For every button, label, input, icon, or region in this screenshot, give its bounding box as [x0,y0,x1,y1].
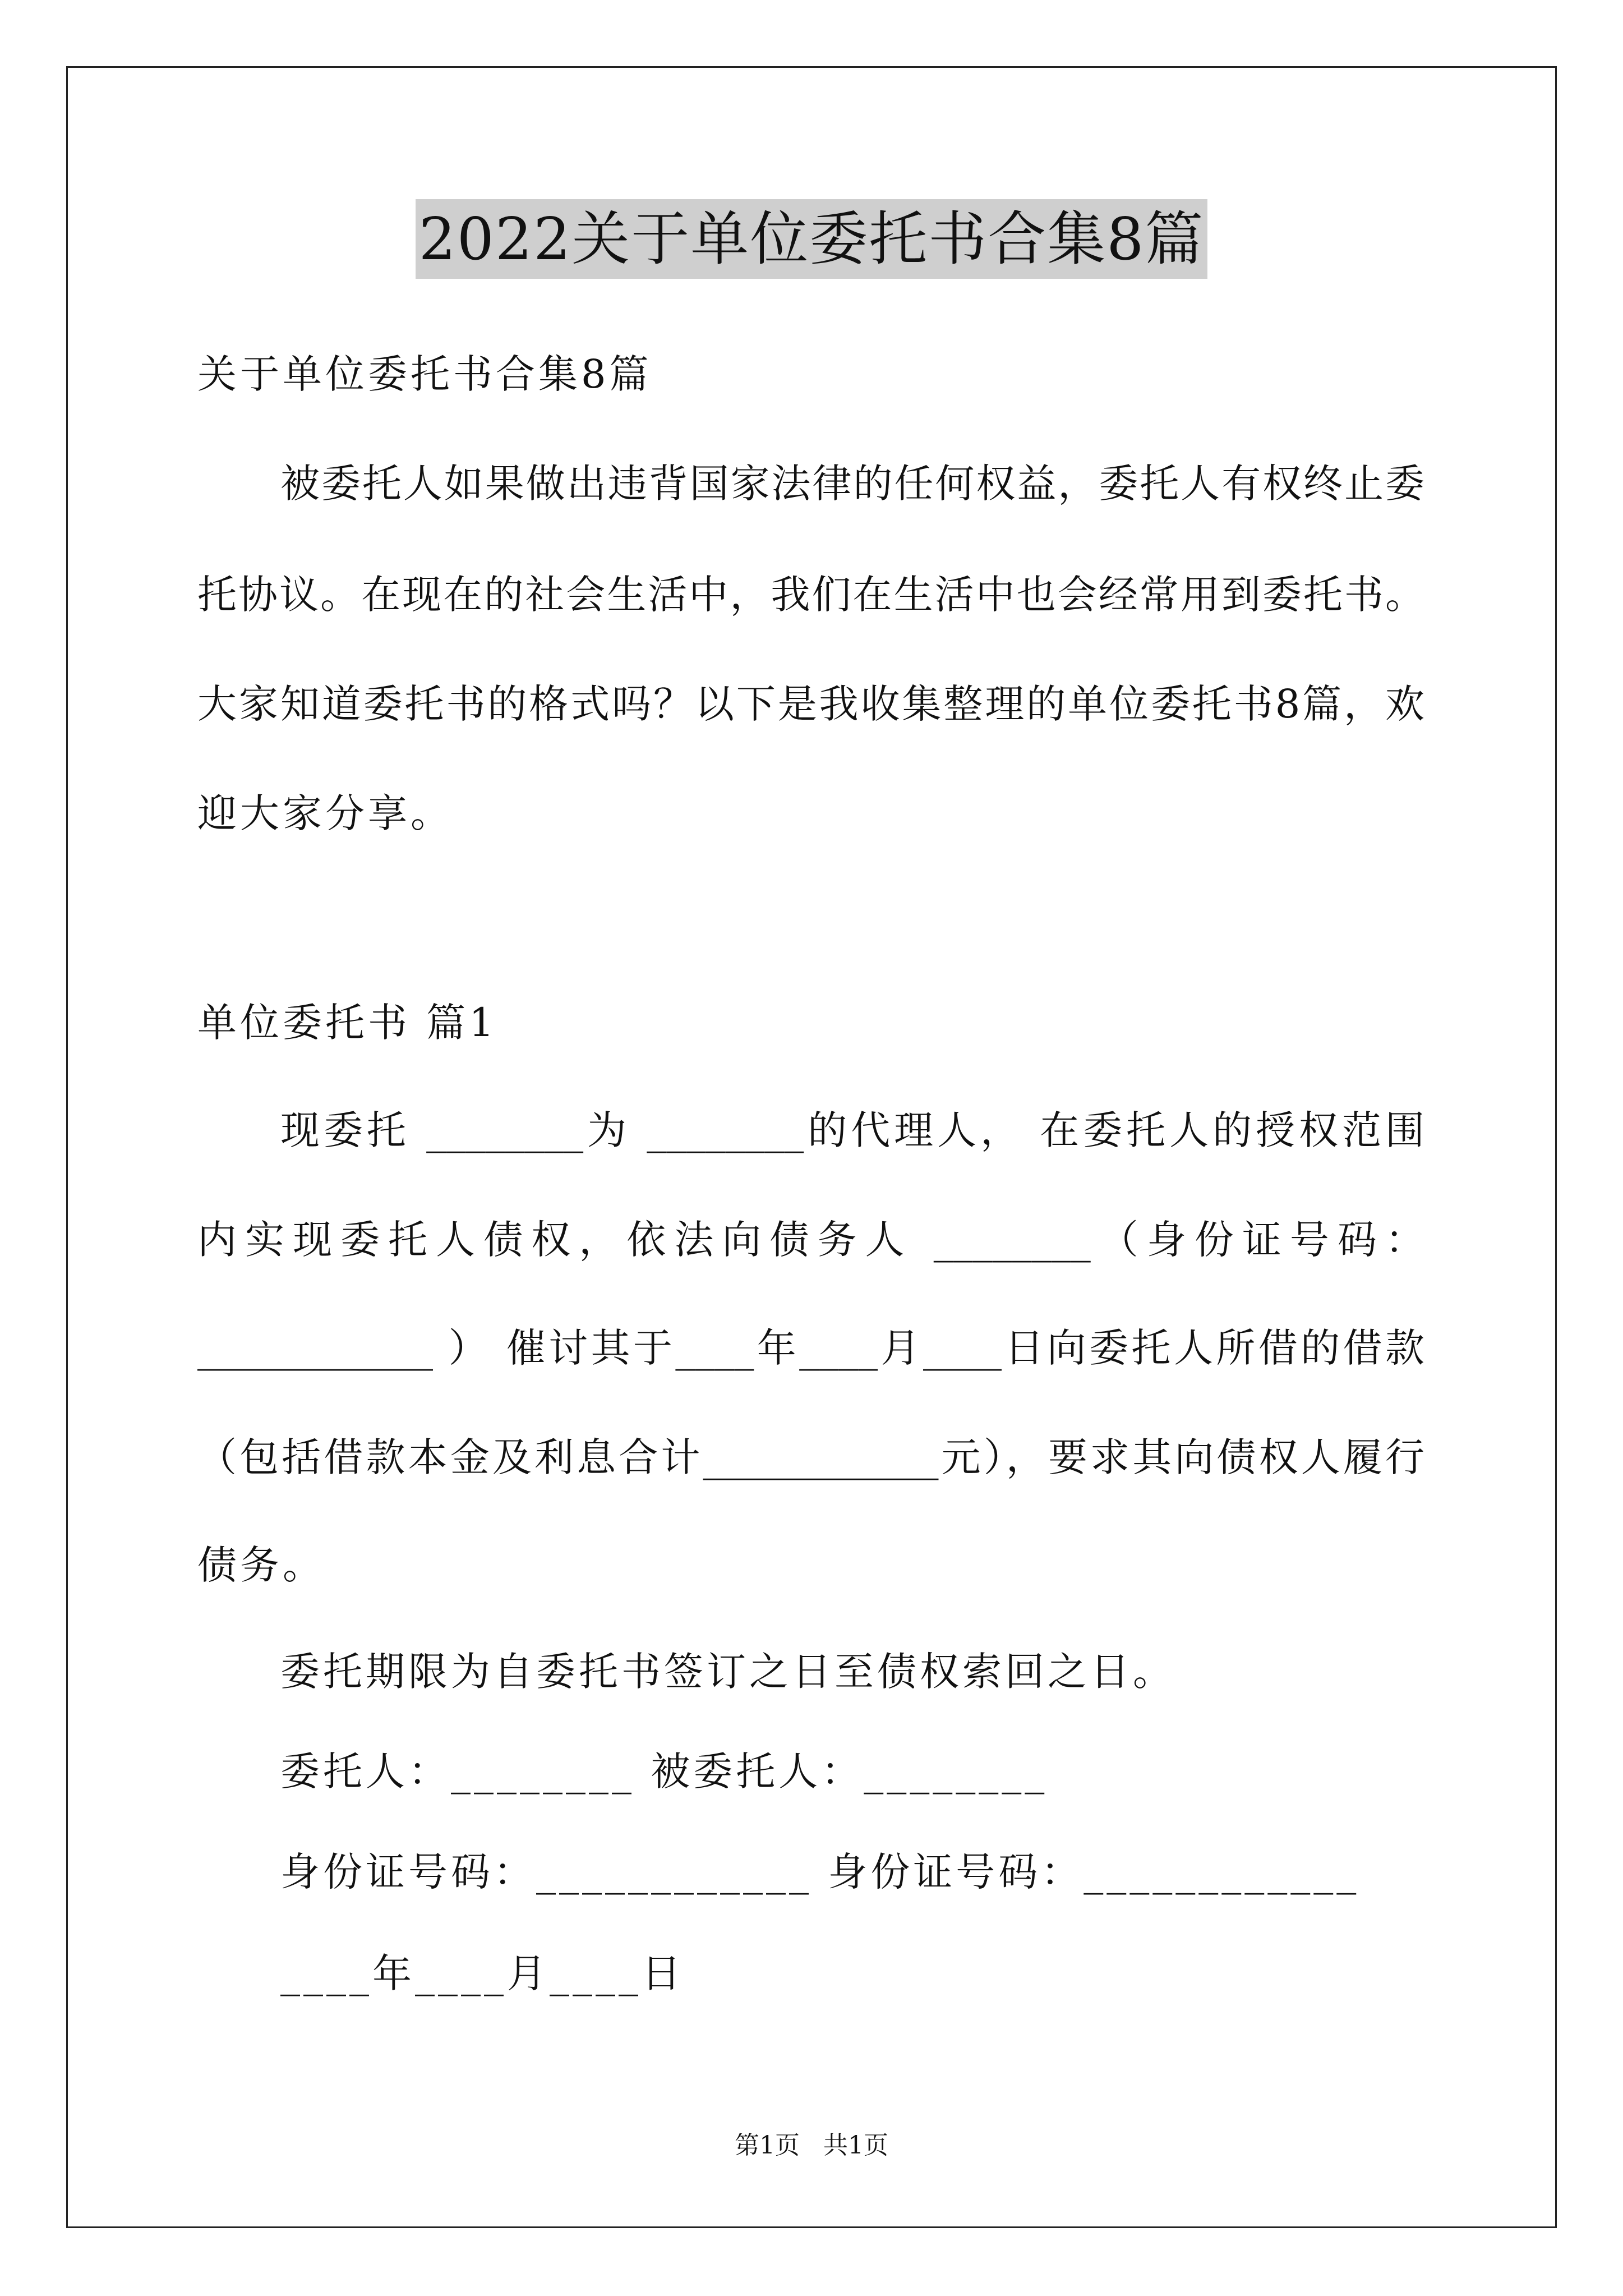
intro-line-4: 迎大家分享。 [197,790,453,836]
page-footer: 第1页 共1页 [735,2131,888,2160]
document-title: 2022关于单位委托书合集8篇 [416,199,1208,279]
intro-line-1: 被委托人如果做出违背国家法律的任何权益，委托人有权终止委 [280,461,1424,507]
section-line-4: （包括借款本金及利息合计____________元），要求其向债权人履行 [197,1434,1424,1480]
title-container [0,199,1623,279]
section-line-3: ____________ ） 催讨其于____年____月____日向委托人所借的借款 [197,1325,1424,1371]
term-line: 委托期限为自委托书签订之日至债权索回之日。 [280,1649,1175,1695]
section-heading: 单位委托书 篇1 [197,1000,497,1046]
section-line-5: 债务。 [197,1542,325,1588]
date-line: ____年____月____日 [280,1950,684,1996]
document-subtitle: 关于单位委托书合集8篇 [197,351,652,397]
intro-line-2: 托协议。在现在的社会生活中，我们在生活中也会经常用到委托书。 [197,572,1424,618]
id-number-line: 身份证号码：____________ 身份证号码：____________ [280,1849,1360,1895]
section-line-1: 现委托 ________为 ________的代理人， 在委托人的授权范围 [280,1107,1424,1153]
signature-line: 委托人：________ 被委托人：________ [280,1749,1048,1795]
intro-line-3: 大家知道委托书的格式吗？以下是我收集整理的单位委托书8篇，欢 [197,681,1424,727]
section-line-2: 内实现委托人债权，依法向债务人 ________（身份证号码： [197,1217,1424,1263]
